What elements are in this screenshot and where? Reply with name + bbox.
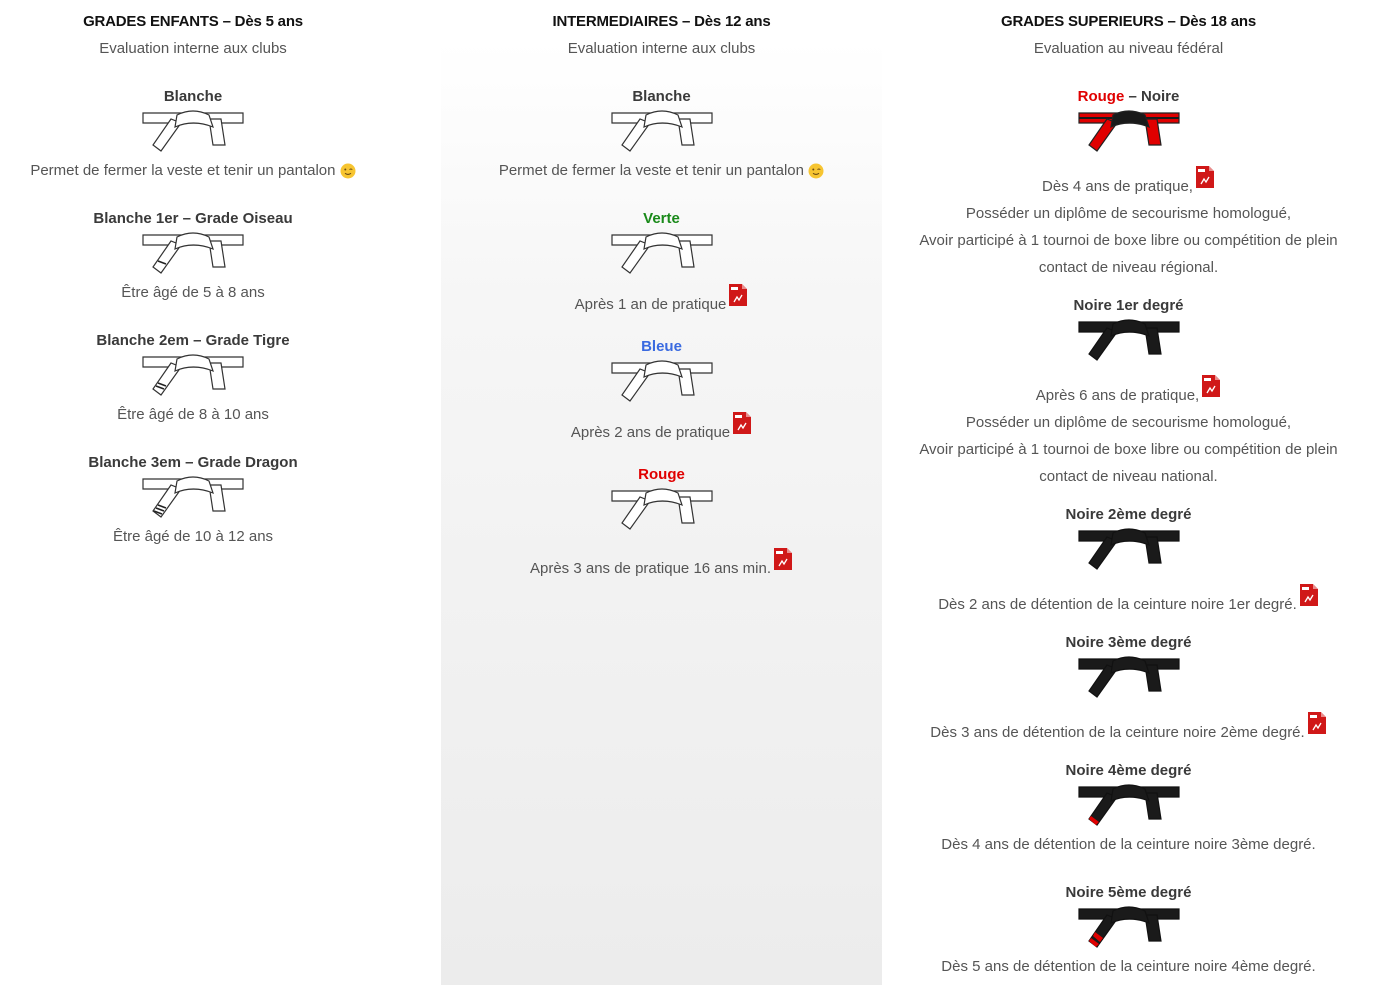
grade-description (884, 713, 1373, 746)
grade-description-line: Dès 2 ans de détention de la ceinture noire 1er degré. (938, 596, 1297, 613)
grade-description: Dès 5 ans de détention de la ceinture noire 4ème degré. (941, 958, 1316, 975)
grade-name-red-part: Rouge (1077, 88, 1125, 105)
column-subtitle: Evaluation interne aux clubs (567, 40, 756, 57)
grade-description-line: Après 1 an de pratique (574, 296, 727, 313)
grade-block (0, 209, 386, 306)
grade-block (884, 296, 1373, 490)
grade-name: Rouge (638, 466, 685, 483)
belt-icon (1077, 783, 1181, 829)
grade-name: Noire 1er degré (1073, 297, 1184, 314)
grade-description: Dès 4 ans de détention de la ceinture noire 3ème degré. (941, 836, 1316, 853)
grade-description (884, 585, 1373, 618)
grade-block (0, 331, 386, 428)
belt-icon (141, 109, 245, 155)
belt-icon (141, 231, 245, 277)
grade-name: Blanche (163, 88, 223, 105)
grade-description-line: Après 6 ans de pratique, (884, 376, 1373, 409)
grade-block (441, 337, 882, 446)
belt-icon (141, 353, 245, 399)
pdf-icon[interactable] (1299, 583, 1319, 616)
grade-name-rest: – Noire (1124, 88, 1180, 105)
belt-icon (1077, 527, 1181, 573)
grade-name: Noire 4ème degré (1065, 762, 1192, 779)
pdf-icon[interactable] (1195, 165, 1215, 198)
grade-description (441, 157, 882, 184)
belt-icon (610, 231, 714, 277)
column-intermediate (441, 0, 882, 985)
belt-icon (1077, 109, 1181, 155)
grade-name: Noire 5ème degré (1065, 884, 1192, 901)
grade-description-line: Permet de fermer la veste et tenir un pantalon (498, 162, 804, 179)
grade-description-line: Dès 3 ans de détention de la ceinture noire 2ème degré. (930, 724, 1305, 741)
column-subtitle: Evaluation au niveau fédéral (1033, 40, 1224, 57)
grade-description (441, 413, 882, 446)
grade-description-line: Après 3 ans de pratique 16 ans min. (530, 560, 771, 577)
grade-description: Être âgé de 5 à 8 ans (121, 284, 265, 301)
wink-emoji (340, 163, 356, 179)
grade-description-line: Posséder un diplôme de secourisme homologué, (965, 205, 1292, 222)
pdf-icon[interactable] (732, 411, 752, 444)
grade-description-line: contact de niveau régional. (1038, 259, 1219, 276)
grade-name: Blanche (632, 88, 691, 105)
grade-name: Bleue (641, 338, 682, 355)
grade-description-line: Dès 4 ans de pratique, (884, 167, 1373, 200)
grade-block (884, 87, 1373, 281)
grade-name (884, 87, 1373, 107)
belt-icon (141, 475, 245, 521)
column-title: GRADES SUPERIEURS – Dès 18 ans (1001, 13, 1256, 30)
grade-description (0, 157, 386, 184)
grade-name: Blanche 1er – Grade Oiseau (93, 210, 293, 227)
grade-block (0, 87, 386, 184)
grade-description: Être âgé de 10 à 12 ans (112, 528, 274, 545)
grade-description-line: Avoir participé à 1 tournoi de boxe libre ou compétition de plein (919, 441, 1338, 458)
belt-icon (610, 359, 714, 405)
grade-block (441, 465, 882, 582)
belt-icon (1077, 905, 1181, 951)
belt-icon (610, 109, 714, 155)
pdf-icon[interactable] (773, 547, 793, 580)
column-title: GRADES ENFANTS – Dès 5 ans (83, 13, 303, 30)
grade-description (884, 167, 1373, 281)
grade-description (441, 285, 882, 318)
grade-name: Blanche 2em – Grade Tigre (96, 332, 290, 349)
pdf-icon[interactable] (728, 283, 748, 316)
grade-description (884, 376, 1373, 490)
grade-description-line: Avoir participé à 1 tournoi de boxe libre ou compétition de plein (919, 232, 1338, 249)
pdf-icon[interactable] (1201, 374, 1221, 407)
grade-description: Être âgé de 8 à 10 ans (117, 406, 269, 423)
grade-description-line: Posséder un diplôme de secourisme homologué, (965, 414, 1292, 431)
grade-block (884, 633, 1373, 746)
grade-block (441, 209, 882, 318)
belt-icon (610, 487, 714, 533)
grade-name: Blanche 3em – Grade Dragon (88, 454, 298, 471)
grade-name: Noire 3ème degré (1065, 634, 1192, 651)
belt-icon (1077, 318, 1181, 364)
grade-block (884, 761, 1373, 858)
grade-block (884, 505, 1373, 618)
grade-description (441, 549, 882, 582)
grade-name: Noire 2ème degré (1065, 506, 1192, 523)
pdf-icon[interactable] (1307, 711, 1327, 744)
grade-description-line: Après 2 ans de pratique (570, 424, 731, 441)
column-subtitle: Evaluation interne aux clubs (99, 40, 287, 57)
grade-block (884, 883, 1373, 980)
grade-description-line: contact de niveau national. (1039, 468, 1218, 485)
belt-icon (1077, 655, 1181, 701)
grade-block (441, 87, 882, 184)
column-title: INTERMEDIAIRES – Dès 12 ans (552, 13, 771, 30)
grade-name: Verte (643, 210, 680, 227)
grade-block (0, 453, 386, 550)
wink-emoji (808, 163, 824, 179)
grade-description-line: Permet de fermer la veste et tenir un pantalon (30, 162, 336, 179)
